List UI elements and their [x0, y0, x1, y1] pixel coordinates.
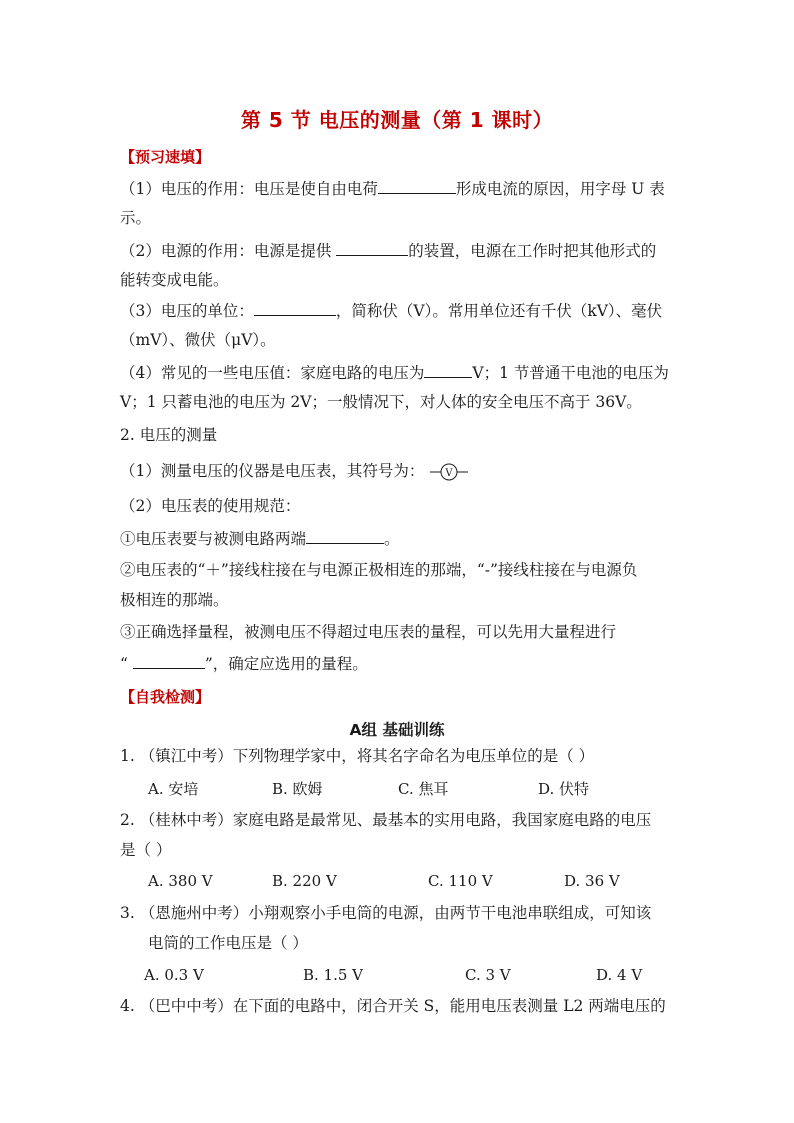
rule-3-cont [120, 653, 680, 674]
preview-item-4 [120, 362, 680, 383]
rule-2-cont: 极相连的那端。 [120, 591, 229, 609]
option-b[interactable]: B. 欧姆 [272, 780, 323, 798]
voltmeter-symbol-icon [430, 462, 470, 482]
preview-item-1 [120, 178, 680, 199]
question-3: 3. （恩施州中考）小翔观察小手电筒的电源，由两节干电池串联组成，可知该 [120, 904, 652, 922]
text: V；1 节普通干电池的电压为 [472, 364, 669, 382]
preview-section-header: 【预习速填】 [120, 148, 211, 166]
option-c[interactable]: C. 110 V [428, 872, 493, 890]
question-2: 2. （桂林中考）家庭电路是最常见、最基本的实用电路，我国家庭电路的电压 [120, 811, 652, 829]
preview-item-2 [120, 240, 680, 261]
page-title: 第 5 节 电压的测量（第 1 课时） [240, 108, 554, 132]
text: ，简称伏（V）。常用单位还有千伏（kV）、毫伏 [335, 302, 663, 320]
voltmeter-letter: V [445, 468, 453, 479]
answer-blank[interactable] [424, 362, 472, 378]
option-d[interactable]: D. 伏特 [538, 780, 590, 798]
option-c[interactable]: C. 焦耳 [398, 780, 449, 798]
answer-blank[interactable] [306, 528, 384, 544]
question-4: 4. （巴中中考）在下面的电路中，闭合开关 S，能用电压表测量 L2 两端电压的 [120, 997, 666, 1015]
preview-item-4-cont: V；1 只蓄电池的电压为 2V；一般情况下，对人体的安全电压不高于 36V。 [120, 393, 642, 411]
text: “ [120, 655, 133, 673]
text: （4）常见的一些电压值：家庭电路的电压为 [120, 364, 425, 382]
text: 的装置，电源在工作时把其他形式的 [408, 242, 657, 260]
answer-blank[interactable] [336, 240, 408, 256]
preview-item-2-cont: 能转变成电能。 [120, 271, 229, 289]
option-d[interactable]: D. 4 V [596, 966, 643, 984]
measure-item-2: （2）电压表的使用规范： [120, 497, 301, 515]
text: 形成电流的原因，用字母 U 表 [455, 180, 665, 198]
text: （1）测量电压的仪器是电压表，其符号为： [120, 462, 425, 480]
rule-1 [120, 528, 680, 549]
question-2-cont: 是（ ） [120, 841, 172, 859]
option-a[interactable]: A. 380 V [148, 872, 213, 890]
question-3-cont: 电筒的工作电压是（ ） [148, 934, 308, 952]
text: ①电压表要与被测电路两端 [120, 530, 307, 548]
rule-2: ②电压表的“＋”接线柱接在与电源正极相连的那端，“-”接线柱接在与电源负 [120, 561, 638, 579]
answer-blank[interactable] [254, 300, 336, 316]
rule-3: ③正确选择量程，被测电压不得超过电压表的量程，可以先用大量程进行 [120, 623, 617, 641]
text: （1）电压的作用：电压是使自由电荷 [120, 180, 378, 198]
option-b[interactable]: B. 1.5 V [303, 966, 364, 984]
measure-item-1 [120, 461, 680, 482]
group-a-title: A组 基础训练 [349, 721, 445, 739]
question-1: 1. （镇江中考）下列物理学家中，将其名字命名为电压单位的是（ ） [120, 747, 595, 765]
option-c[interactable]: C. 3 V [465, 966, 511, 984]
text: 。 [384, 530, 400, 548]
option-a[interactable]: A. 安培 [148, 780, 199, 798]
preview-item-3-cont: （mV）、微伏（μV）。 [120, 331, 276, 349]
section-2-heading: 2. 电压的测量 [120, 426, 218, 444]
text: （3）电压的单位： [120, 302, 254, 320]
text: ”，确定应选用的量程。 [204, 655, 368, 673]
answer-blank[interactable] [133, 653, 205, 669]
text: （2）电源的作用：电源是提供 [120, 242, 337, 260]
preview-item-3 [120, 300, 680, 321]
preview-item-1-cont: 示。 [120, 209, 152, 227]
answer-blank[interactable] [378, 178, 456, 194]
option-b[interactable]: B. 220 V [272, 872, 337, 890]
option-a[interactable]: A. 0.3 V [144, 966, 204, 984]
selftest-section-header: 【自我检测】 [120, 688, 211, 706]
option-d[interactable]: D. 36 V [564, 872, 620, 890]
